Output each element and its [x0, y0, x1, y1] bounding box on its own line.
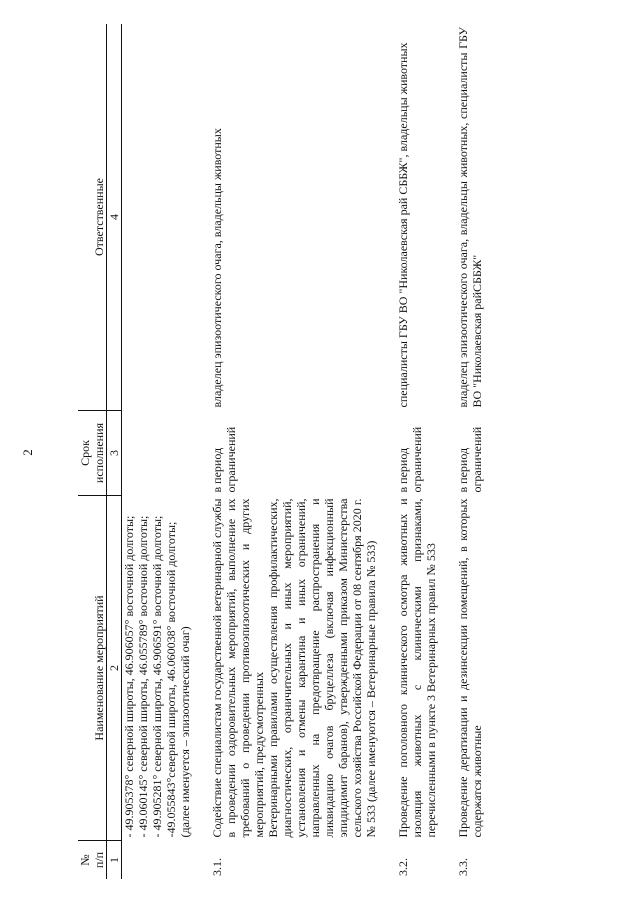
row-spacer	[378, 24, 396, 879]
row-measure	[210, 496, 378, 841]
coordinate-line: - 49.905281° северной широты, 46.906591° восточной долготы;	[150, 515, 164, 838]
header-col-responsible-text: Ответственные	[92, 178, 106, 256]
row-responsible: владелец эпизоотического очага, владельцы животных, специалисты ГБУ ВО "Николаевская райСББЖ"	[456, 27, 484, 408]
header-col-number-text: № п/п	[78, 851, 106, 869]
row-responsible	[122, 24, 193, 411]
row-term	[122, 411, 193, 496]
column-numbers-row	[107, 24, 122, 879]
header-col-term-text: Срок исполнения	[78, 422, 106, 484]
row-measure	[396, 496, 438, 841]
column-number: 2	[107, 496, 122, 841]
coordinate-line: -49.055843°северной широты, 46.060038° восточной долготы;	[164, 521, 178, 838]
coordinate-line: - 49.060145° северной широты, 46.055789° восточной долготы;	[136, 515, 150, 838]
row-spacer	[438, 24, 456, 879]
measure-text: Содействие специалистам государственной ветеринарной службы в проведении оздоровительных мероприятий, выполнение их требований о проведении противоэпизоотических и других мероприятий, предусмотренных	[210, 498, 266, 838]
measure-text: Ветеринарными правилами осуществления профилактических, диагностических, ограничительных и иных мероприятий, установления и отмены карантина и иных ограничений, направленных на предотвращение распространения и ликвидацию очагов бруцеллеза (включая инфекционный эпидидимит баранов), утвержденными приказом Министерства сельского хозяйства Российской Федерации от 08 сентября 2020 г. № 533 (далее именуются – Ветеринарные правила № 533)	[266, 498, 378, 838]
row-number	[122, 841, 193, 880]
row-term: в период ограничений	[210, 426, 238, 493]
header-col-name	[78, 496, 107, 841]
table-row	[396, 24, 438, 879]
table-row	[456, 24, 484, 879]
column-number: 3	[107, 411, 122, 496]
coordinate-line: - 49.905378° северной широты, 46.906057° восточной долготы;	[122, 515, 136, 838]
row-spacer	[192, 24, 210, 879]
measures-table	[78, 24, 484, 879]
coordinate-note: (далее именуется – эпизоотический очаг)	[178, 626, 192, 838]
header-col-responsible	[78, 24, 107, 411]
row-responsible: владелец эпизоотического очага, владельцы животных	[210, 128, 224, 408]
row-number: 3.3.	[456, 858, 470, 876]
header-col-name-text: Наименование мероприятий	[92, 595, 106, 741]
column-number: 1	[107, 841, 122, 880]
header-col-number	[78, 841, 107, 880]
table-header	[78, 24, 107, 879]
table-row	[210, 24, 378, 879]
row-term: в период ограничений	[456, 426, 484, 493]
measure-text: Проведение поголовного клинического осмотра животных и изоляция животных с клиническими признаками, перечисленными в пункте 3 Ветеринарных правил № 533	[396, 498, 438, 838]
header-col-term	[78, 411, 107, 496]
row-measure	[122, 496, 193, 841]
row-term: в период ограничений	[396, 426, 424, 493]
table-row	[122, 24, 193, 879]
row-number: 3.2.	[396, 858, 410, 876]
measure-text: Проведение дератизации и дезинсекции помещений, в которых содержатся животные	[456, 498, 484, 838]
row-responsible: специалисты ГБУ ВО "Николаевская рай СББЖ", владельцы животных	[396, 42, 410, 408]
page-number: 2	[20, 449, 35, 456]
row-measure	[456, 496, 484, 841]
row-number: 3.1.	[210, 858, 224, 876]
column-number: 4	[107, 24, 122, 411]
